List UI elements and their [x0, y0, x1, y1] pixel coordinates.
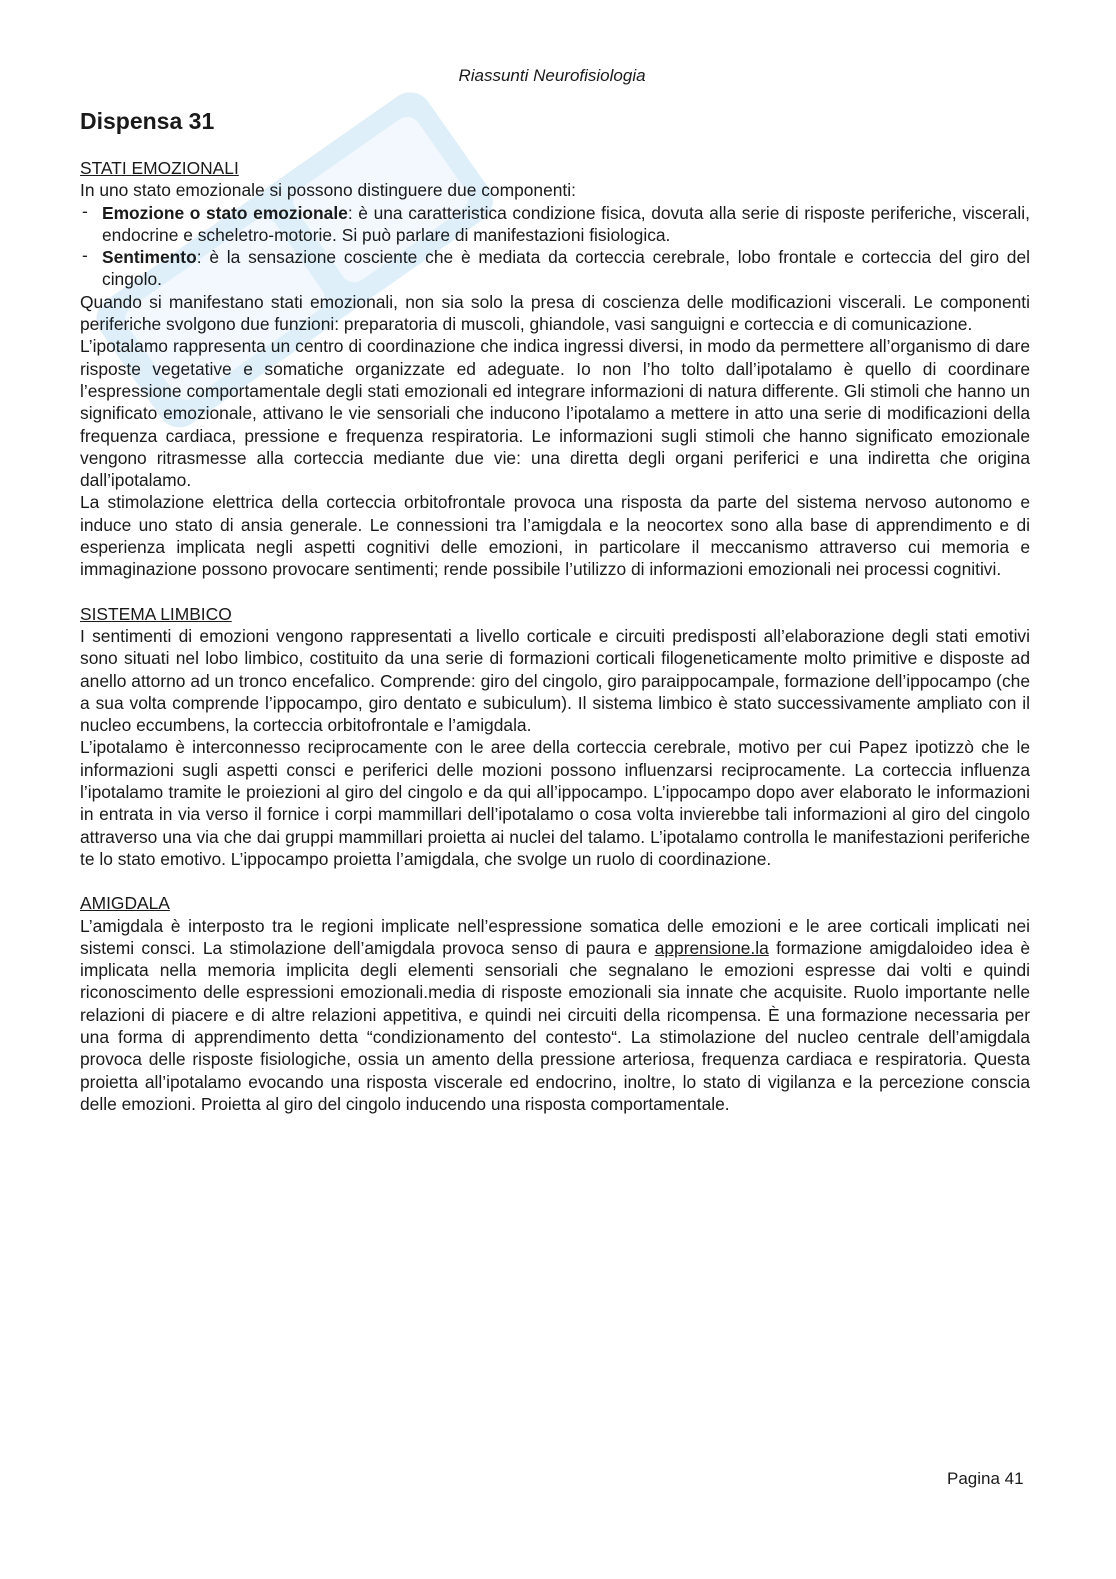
dash-bullet-icon: - [82, 200, 88, 221]
document-body [80, 157, 1030, 1115]
term-definition: : è una caratteristica condizione fisica, dovuta alla serie di risposte periferiche, viscerali, endocrine e scheletro-motorie. Si può parlare di manifestazioni fisiologica. [102, 202, 1030, 245]
header-title: Riassunti Neurofisiologia [458, 66, 646, 85]
list-item [80, 202, 1030, 247]
section-heading-amigdala: AMIGDALA [80, 893, 170, 914]
page-number: Pagina 41 [947, 1469, 1024, 1488]
paragraph: L’ipotalamo è interconnesso reciprocamente con le aree della corteccia cerebrale, motivo per cui Papez ipotizzò che le informazioni sugli aspetti consci e periferici delle mozioni possono influenzarsi reciprocamente. La corteccia influenza l’ipotalamo tramite le proiezioni al giro del cingolo e da qui all’ippocampo. L’ippocampo dopo aver elaborato le informazioni in entrata in via verso il fornice i corpi mammillari dell’ipotalamo o cosa volta invierebbe tali informazioni al giro del cingolo attraverso una via che dai gruppi mammillari proietta ai nuclei del talamo. L’ipotalamo controlla le manifestazioni periferiche te lo stato emotivo. L’ippocampo proietta l’amigdala, che svolge un ruolo di coordinazione. [80, 737, 1030, 869]
dash-bullet-icon: - [82, 245, 88, 266]
section-intro: In uno stato emozionale si possono distinguere due componenti: [80, 180, 576, 201]
definition-list [80, 202, 1030, 291]
section-heading-sistema-limbico: SISTEMA LIMBICO [80, 603, 232, 624]
paragraph: I sentimenti di emozioni vengono rappresentati a livello corticale e circuiti predisposti all’elaborazione degli stati emotivi sono situati nel lobo limbico, costituito da una serie di formazioni corticali filogeneticamente molto primitive e disposte ad anello attorno ad un tronco encefalico. Comprende: giro del cingolo, giro paraippocampale, formazione dell’ippocampo (che a sua volta comprende l’ippocampo, giro dentato e subiculum). Il sistema limbico è stato successivamente ampliato con il nucleo eccumbens, la corteccia orbitofrontale e l’amigdala. [80, 625, 1030, 736]
document-title: Dispensa 31 [80, 108, 215, 134]
paragraph-text: formazione amigdaloideo idea è implicata nella memoria implicita degli elementi sensoriali che segnalano le emozioni espresse dai volti e quindi riconoscimento delle espressioni emozionali.media di risposte emozionali sia innate che acquisite. Ruolo importante nelle relazioni di piacere e di altre relazioni appetitiva, e quindi nei circuiti della ricompensa. È una formazione necessaria per una forma di apprendimento detta “condizionamento del contesto“. La stimolazione del nucleo centrale dell’amigdala provoca delle risposte fisiologiche, ossia un amento della pressione arteriosa, frequenza cardiaca e respiratoria. Questa proietta all’ipotalamo evocando una risposta viscerale ed endocrino, inoltre, lo stato di vigilanza e la percezione conscia delle emozioni. Proietta al giro del cingolo inducendo una risposta comportamentale. [80, 937, 1031, 1114]
term-label: Emozione o stato emozionale [102, 202, 348, 223]
page-header [0, 66, 1116, 86]
term-label: Sentimento [102, 247, 197, 268]
underlined-link-text: apprensione.la [654, 937, 769, 958]
list-item [80, 246, 1030, 291]
section-heading-stati-emozionali: STATI EMOZIONALI [80, 158, 239, 178]
paragraph: Quando si manifestano stati emozionali, non sia solo la presa di coscienza delle modificazioni viscerali. Le componenti periferiche svolgono due funzioni: preparatoria di muscoli, ghiandole, vasi sanguigni e corteccia e di comunicazione. [80, 291, 1030, 335]
paragraph: La stimolazione elettrica della corteccia orbitofrontale provoca una risposta da parte del sistema nervoso autonomo e induce uno stato di ansia generale. Le connessioni tra l’amigdala e la neocortex sono alla base di apprendimento e di esperienza implicata negli aspetti cognitivi delle emozioni, in particolare il meccanismo attraverso cui memoria e immaginazione possono provocare sentimenti; rende possibile l’utilizzo di informazioni emozionali nei processi cognitivi. [80, 492, 1030, 580]
paragraph-text: L’amigdala è interposto tra le regioni implicate nell’espressione somatica delle emozioni e le aree corticali implicati nei sistemi consci. La stimolazione dell’amigdala provoca senso di paura e [80, 915, 1030, 958]
paragraph: L’ipotalamo rappresenta un centro di coordinazione che indica ingressi diversi, in modo da permettere all’organismo di dare risposte vegetative e somatiche organizzate ed adeguate. Io non l’ho tolto dall’ipotalamo è quello di coordinare l’espressione comportamentale degli stati emozionali ed integrare informazioni di natura differente. Gli stimoli che hanno un significato emozionale, attivano le vie sensoriali che inducono l’ipotalamo a mettere in atto una serie di modificazioni della frequenza cardiaca, pressione e frequenza respiratoria. Le informazioni sugli stimoli che hanno significato emozionale vengono ritrasmesse alla corteccia mediante due vie: una diretta degli organi periferici e una indiretta che origina dall’ipotalamo. [80, 336, 1030, 491]
term-definition: : è la sensazione cosciente che è mediata da corteccia cerebrale, lobo frontale e corteccia del giro del cingolo. [102, 247, 1030, 290]
paragraph [80, 915, 1030, 1116]
